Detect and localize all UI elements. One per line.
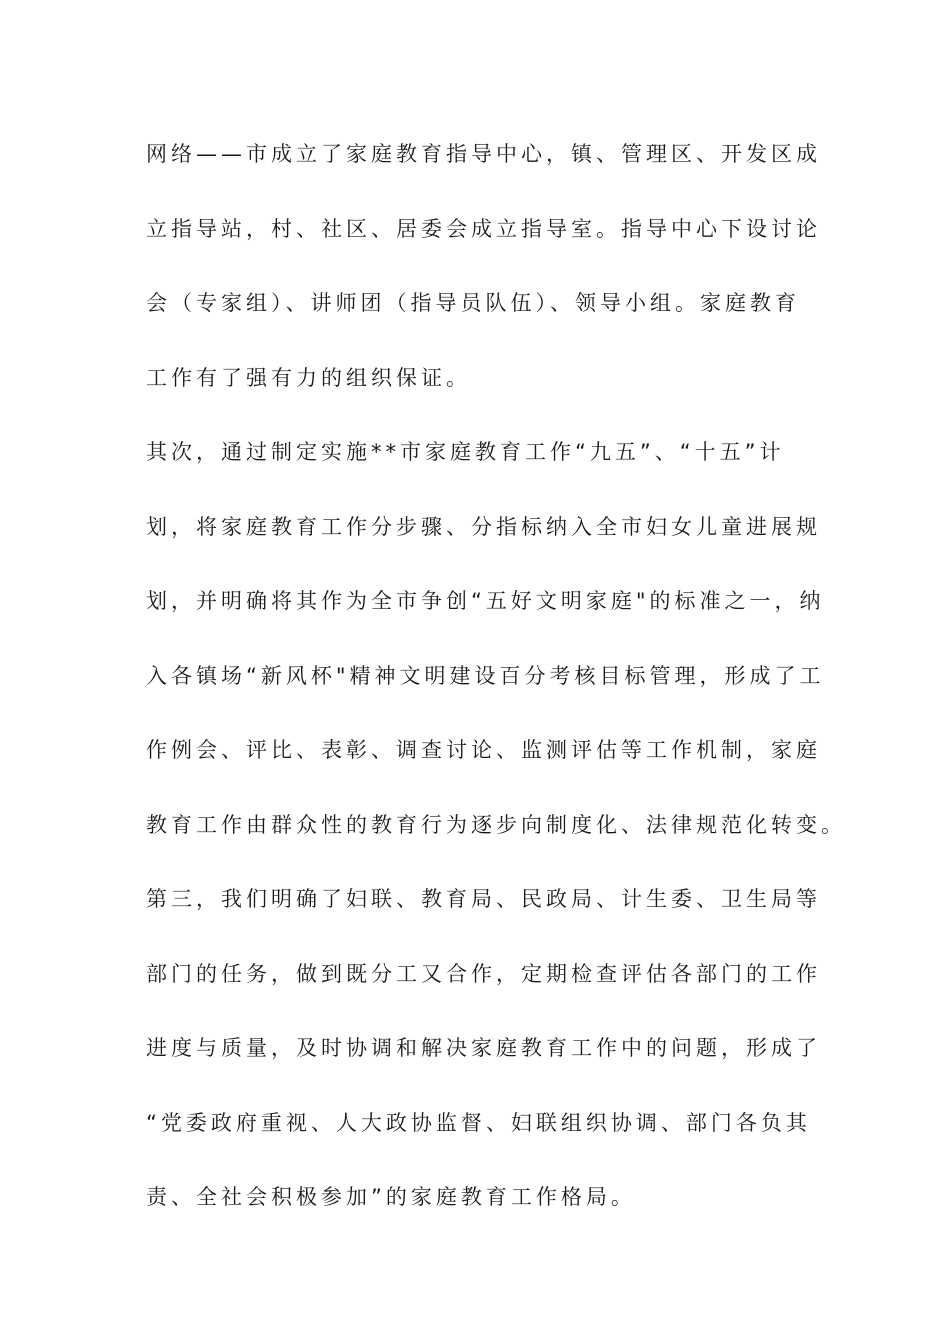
text-line: “党委政府重视、人大政协监督、妇联组织协调、部门各负其	[146, 1110, 811, 1135]
text-line: 第三，我们明确了妇联、教育局、民政局、计生委、卫生局等	[146, 887, 821, 911]
text-line: 进度与质量，及时协调和解决家庭教育工作中的问题，形成了	[146, 1036, 821, 1060]
text-line: 教育工作由群众性的教育行为逐步向制度化、法律规范化转变。	[146, 812, 846, 837]
text-line: 其次，通过制定实施**市家庭教育工作“九五”、“十五”计	[146, 440, 785, 464]
text-line: 作例会、评比、表彰、调查讨论、监测评估等工作机制，家庭	[146, 738, 821, 762]
text-line: 工作有了强有力的组织保证。	[146, 365, 471, 390]
text-line: 部门的任务，做到既分工又合作，定期检查评估各部门的工作	[146, 961, 821, 986]
text-line: 责、全社会积极参加”的家庭教育工作格局。	[146, 1185, 636, 1209]
text-line: 入各镇场“新风杯"精神文明建设百分考核目标管理，形成了工	[146, 663, 825, 688]
body-text	[146, 132, 846, 1250]
text-line: 网络——市成立了家庭教育指导中心，镇、管理区、开发区成	[146, 142, 821, 166]
text-line: 划，将家庭教育工作分步骤、分指标纳入全市妇女儿童进展规	[146, 514, 821, 539]
text-line: 会（专家组）、讲师团（指导员队伍）、领导小组。家庭教育	[146, 291, 800, 315]
text-line: 立指导站，村、社区、居委会成立指导室。指导中心下设讨论	[146, 216, 821, 241]
text-line: 划，并明确将其作为全市争创“五好文明家庭"的标准之一，纳	[146, 589, 825, 613]
